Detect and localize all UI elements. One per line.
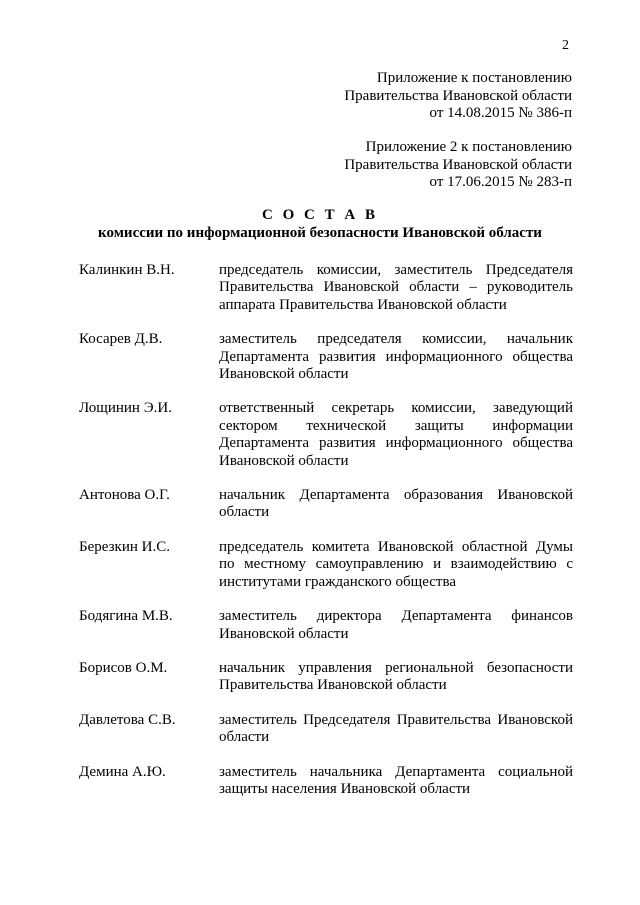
member-position-line: по местному самоуправлению и взаимодействию с (219, 556, 573, 573)
member-row (79, 487, 573, 522)
appendix-line: от 17.06.2015 № 283-п (429, 174, 572, 190)
member-position-line: председатель комиссии, заместитель Председателя (219, 262, 573, 278)
member-row (79, 331, 573, 383)
member-position-line: аппарата Правительства Ивановской области (219, 296, 507, 313)
member-position (219, 262, 573, 314)
appendix-line: Правительства Ивановской области (344, 156, 572, 173)
member-position-line: ответственный секретарь комиссии, заведующий (219, 400, 573, 417)
member-position-line: Департамента развития информационного общества (219, 435, 573, 452)
member-row (79, 400, 573, 470)
member-name: Борисов О.М. (79, 659, 168, 676)
member-position-line: Ивановской области (219, 452, 349, 469)
appendix-note-original (344, 139, 572, 192)
member-row (79, 660, 573, 695)
member-position-line: Правительства Ивановской области (219, 677, 447, 694)
member-position-line: заместитель начальника Департамента социальной (219, 763, 573, 780)
member-name: Косарев Д.В. (79, 331, 163, 348)
member-position-line: начальник управления региональной безопасности (219, 659, 573, 676)
member-row (79, 539, 573, 591)
member-position (219, 400, 573, 470)
member-name: Демина А.Ю. (79, 763, 166, 780)
member-position-line: заместитель директора Департамента финансов (219, 608, 573, 625)
member-row (79, 712, 573, 747)
appendix-line: от 14.08.2015 № 386-п (429, 105, 572, 121)
member-position-line: председатель комитета Ивановской областной Думы (219, 538, 573, 555)
member-position (219, 608, 573, 643)
document-subtitle: комиссии по информационной безопасности Ивановской области (98, 225, 542, 241)
member-position (219, 764, 573, 799)
member-position-line: заместитель Председателя Правительства Ивановской (219, 711, 573, 728)
appendix-line: Правительства Ивановской области (344, 87, 572, 104)
member-name: Давлетова С.В. (79, 711, 176, 728)
member-name: Бодягина М.В. (79, 608, 173, 625)
member-position (219, 660, 573, 695)
member-name: Антонова О.Г. (79, 487, 170, 504)
member-position (219, 487, 573, 522)
member-position-line: Ивановской области (219, 366, 349, 383)
member-position (219, 331, 573, 383)
member-position-line: Ивановской области (219, 625, 349, 642)
member-row (79, 764, 573, 799)
members-list (79, 262, 573, 798)
member-position-line: институтами гражданского общества (219, 573, 456, 590)
member-position-line: области (219, 504, 270, 521)
member-position-line: Правительства Ивановской области – руководитель (219, 279, 573, 296)
appendix-note-current (344, 70, 572, 123)
member-position (219, 712, 573, 747)
member-position-line: защиты населения Ивановской области (219, 780, 471, 797)
document-title: С О С Т А В (262, 207, 378, 223)
member-position-line: начальник Департамента образования Ивановской (219, 487, 573, 504)
appendix-line: Приложение 2 к постановлению (365, 139, 572, 155)
member-name: Калинкин В.Н. (79, 262, 175, 278)
member-position-line: области (219, 729, 270, 746)
page-number: 2 (562, 38, 569, 53)
appendix-line: Приложение к постановлению (376, 70, 572, 86)
member-row (79, 608, 573, 643)
member-position-line: заместитель председателя комиссии, начальник (219, 331, 573, 348)
member-row (79, 262, 573, 314)
member-position-line: сектором технической защиты информации (219, 417, 573, 434)
member-name: Лощинин Э.И. (79, 400, 172, 417)
member-position-line: Департамента развития информационного общества (219, 348, 573, 365)
member-name: Березкин И.С. (79, 538, 170, 555)
member-position (219, 539, 573, 591)
